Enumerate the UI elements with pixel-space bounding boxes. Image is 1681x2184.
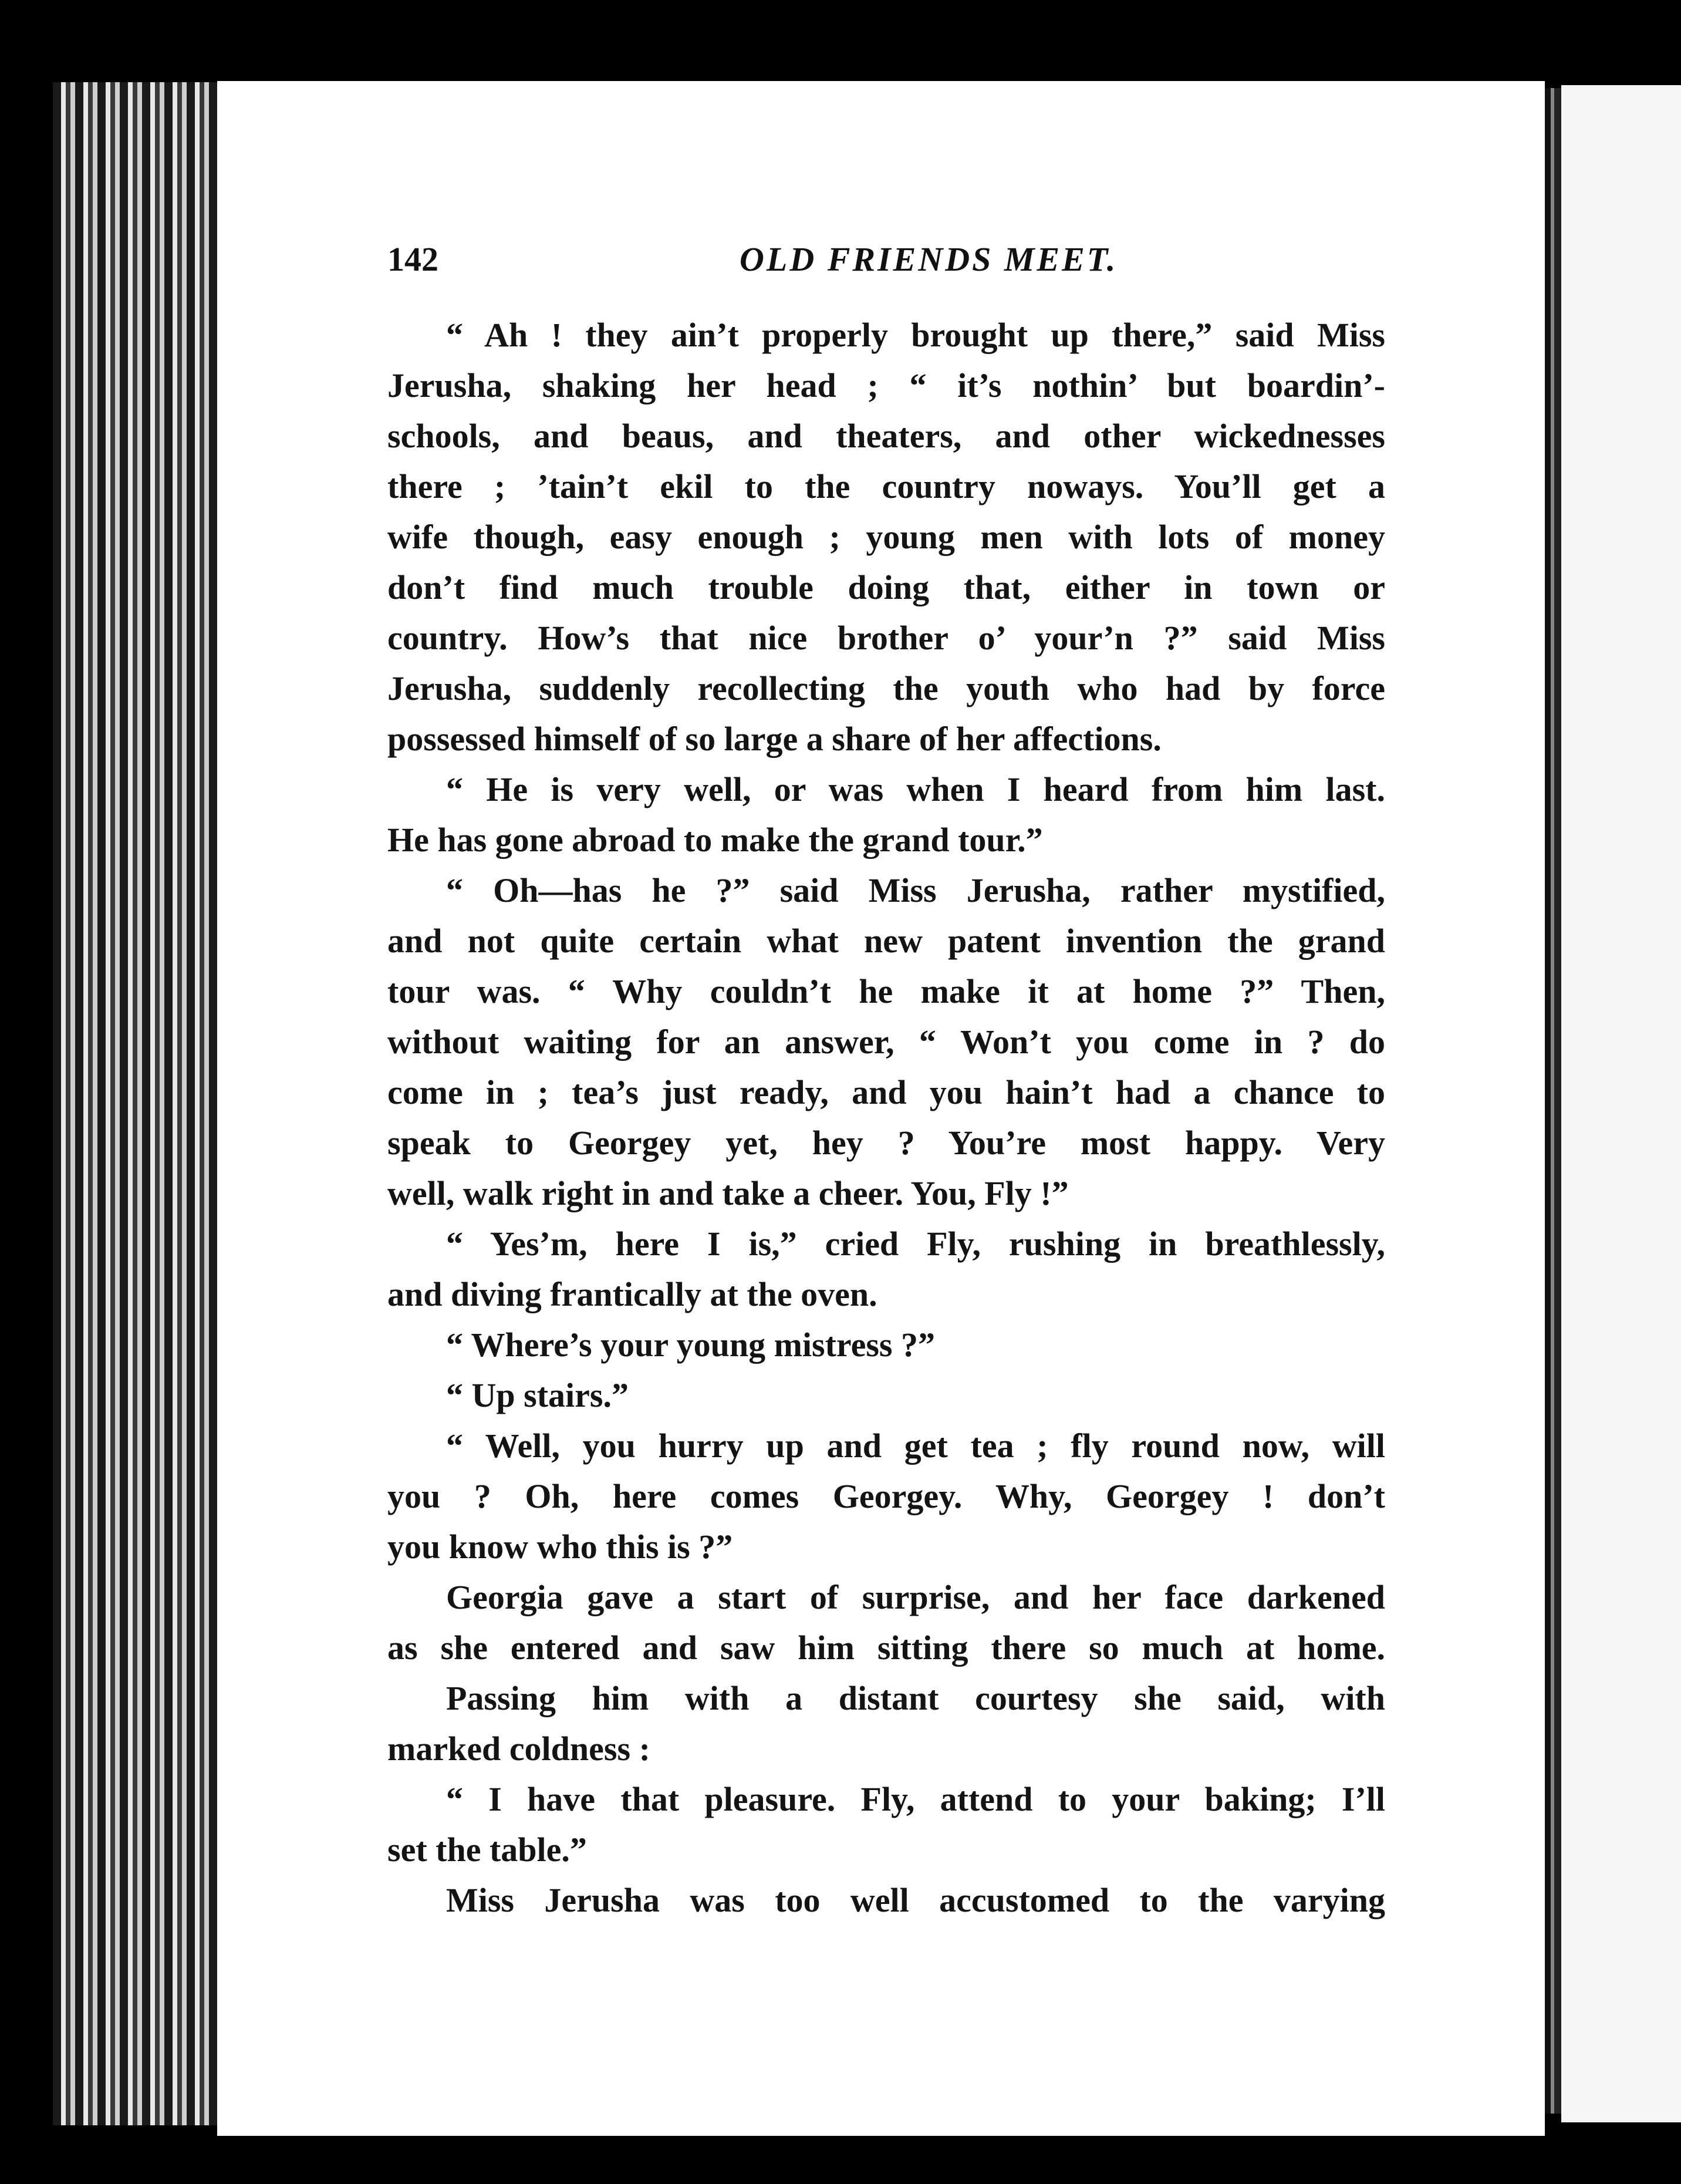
- text-line: and diving frantically at the oven.: [387, 1275, 877, 1313]
- text-line: “ Ah ! they ain’t properly brought up there,” said Miss: [446, 316, 1385, 354]
- text-line: tour was. “ Why couldn’t he make it at home ?” Then,: [387, 972, 1385, 1010]
- text-line: Passing him with a distant courtesy she said, with: [446, 1679, 1385, 1717]
- book-page-edges: [53, 82, 223, 2125]
- text-line: Georgia gave a start of surprise, and her face darkened: [446, 1578, 1385, 1616]
- text-line: “ Well, you hurry up and get tea ; fly round now, will: [446, 1427, 1385, 1465]
- text-line: “ Oh—has he ?” said Miss Jerusha, rather mystified,: [446, 871, 1385, 909]
- text-line: possessed himself of so large a share of her affections.: [387, 720, 1162, 758]
- text-line: Miss Jerusha was too well accustomed to the varying: [446, 1881, 1385, 1919]
- text-line: set the table.”: [387, 1831, 587, 1869]
- text-line: without waiting for an answer, “ Won’t you come in ? do: [387, 1023, 1385, 1061]
- page-body-text: [387, 310, 1385, 1926]
- text-line: wife though, easy enough ; young men with lots of money: [387, 518, 1385, 556]
- text-line: you ? Oh, here comes Georgey. Why, Georgey ! don’t: [387, 1477, 1385, 1515]
- book-page: [217, 81, 1545, 2136]
- text-line: marked coldness :: [387, 1730, 650, 1768]
- text-line: “ Where’s your young mistress ?”: [446, 1326, 935, 1364]
- text-line: Jerusha, shaking her head ; “ it’s nothin’ but boardin’-: [387, 366, 1385, 405]
- page-header: [387, 240, 1385, 292]
- text-line: “ He is very well, or was when I heard from him last.: [446, 770, 1385, 808]
- running-head: OLD FRIENDS MEET.: [740, 240, 1118, 278]
- text-line: there ; ’tain’t ekil to the country noways. You’ll get a: [387, 467, 1385, 505]
- text-line: you know who this is ?”: [387, 1528, 733, 1566]
- facing-page: [1561, 85, 1681, 2122]
- text-line: “ I have that pleasure. Fly, attend to your baking; I’ll: [446, 1780, 1385, 1818]
- text-line: Jerusha, suddenly recollecting the youth who had by force: [387, 669, 1385, 707]
- text-line: well, walk right in and take a cheer. You, Fly !”: [387, 1174, 1069, 1212]
- text-line: country. How’s that nice brother o’ your’n ?” said Miss: [387, 619, 1385, 657]
- text-line: and not quite certain what new patent invention the grand: [387, 922, 1385, 960]
- text-line: as she entered and saw him sitting there so much at home.: [387, 1629, 1385, 1667]
- text-line: speak to Georgey yet, hey ? You’re most happy. Very: [387, 1124, 1385, 1162]
- text-line: don’t find much trouble doing that, either in town or: [387, 568, 1385, 606]
- page-number: 142: [387, 240, 438, 278]
- book-spine-shadow: [1545, 88, 1561, 2114]
- text-line: “ Yes’m, here I is,” cried Fly, rushing in breathlessly,: [446, 1225, 1385, 1263]
- text-line: come in ; tea’s just ready, and you hain’t had a chance to: [387, 1073, 1385, 1111]
- text-line: schools, and beaus, and theaters, and other wickednesses: [387, 417, 1385, 455]
- text-line: He has gone abroad to make the grand tour.”: [387, 821, 1043, 859]
- text-line: “ Up stairs.”: [446, 1376, 629, 1414]
